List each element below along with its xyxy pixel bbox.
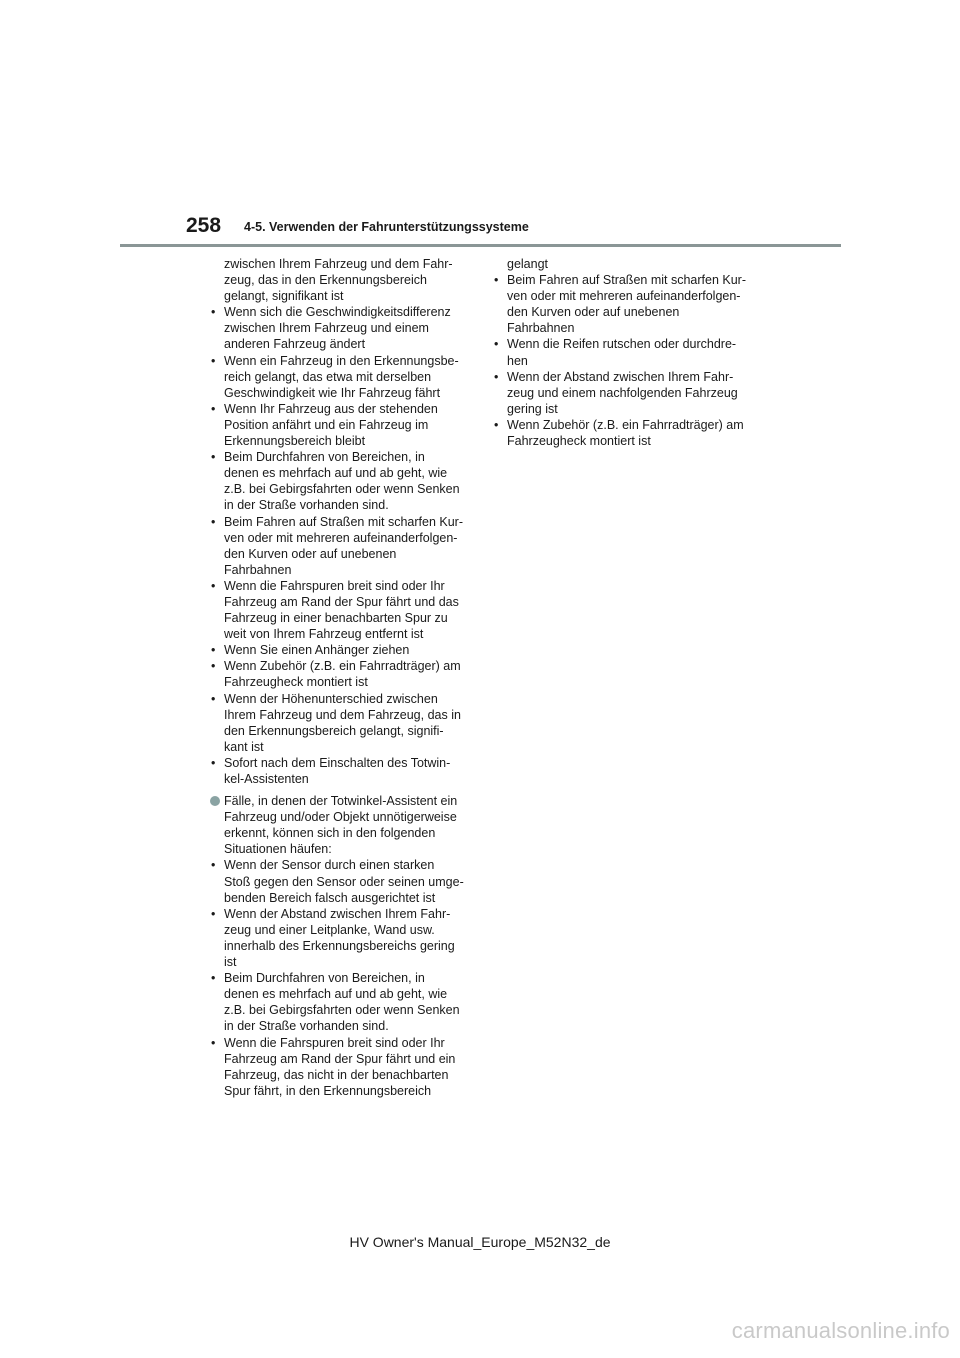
list-item: • Wenn sich die Geschwindigkeitsdifferenz zwischen Ihrem Fahrzeug und einem anderen Fahrzeug ändert [210, 304, 490, 352]
list-item: • Wenn der Sensor durch einen starken Stoß gegen den Sensor oder seinen umge- benden Bereich falsch ausgerichtet ist [210, 857, 490, 905]
circle-bullet-icon [210, 796, 220, 806]
right-column [493, 256, 773, 449]
list-item: • Beim Durchfahren von Bereichen, in denen es mehrfach auf und ab geht, wie z.B. bei Gebirgsfahrten oder wenn Senken in der Straße vorhanden sind. [210, 449, 490, 513]
dot-paragraph [210, 793, 490, 857]
list-item: • Beim Durchfahren von Bereichen, in denen es mehrfach auf und ab geht, wie z.B. bei Gebirgsfahrten oder wenn Senken in der Straße vorhanden sind. [210, 970, 490, 1034]
list-item: • Wenn die Fahrspuren breit sind oder Ihr Fahrzeug am Rand der Spur fährt und ein Fahrzeug, das nicht in der benachbarten Spur fährt, in den Erkennungsbereich [210, 1035, 490, 1099]
list-item: • Wenn Sie einen Anhänger ziehen [210, 642, 490, 658]
list-item: • Wenn Zubehör (z.B. ein Fahrradträger) am Fahrzeugheck montiert ist [493, 417, 773, 449]
list-item: • Wenn Zubehör (z.B. ein Fahrradträger) am Fahrzeugheck montiert ist [210, 658, 490, 690]
bullet-list-2 [210, 857, 490, 1098]
page-number: 258 [186, 214, 222, 237]
list-item: • Wenn Ihr Fahrzeug aus der stehenden Position anfährt und ein Fahrzeug im Erkennungsbereich bleibt [210, 401, 490, 449]
footer-text: HV Owner's Manual_Europe_M52N32_de [349, 1234, 611, 1250]
bullet-list [493, 272, 773, 449]
list-item: • Wenn der Höhenunterschied zwischen Ihrem Fahrzeug und dem Fahrzeug, das in den Erkennungsbereich gelangt, signifi- kant ist [210, 691, 490, 755]
watermark: carmanualsonline.info [731, 1318, 950, 1343]
bullet-list [210, 304, 490, 787]
section-title: 4-5. Verwenden der Fahrunterstützungssysteme [244, 220, 529, 234]
header-rule [120, 244, 841, 247]
continuation-text: gelangt [507, 257, 549, 271]
list-item: • Wenn ein Fahrzeug in den Erkennungsbe- reich gelangt, das etwa mit derselben Geschwindigkeit wie Ihr Fahrzeug fährt [210, 353, 490, 401]
list-item: • Sofort nach dem Einschalten des Totwin- kel-Assistenten [210, 755, 490, 787]
list-item: • Wenn die Reifen rutschen oder durchdre- hen [493, 336, 773, 368]
continuation-text: zwischen Ihrem Fahrzeug und dem Fahr- zeug, das in den Erkennungsbereich gelangt, signifikant ist [224, 257, 453, 304]
list-item: • Wenn die Fahrspuren breit sind oder Ihr Fahrzeug am Rand der Spur fährt und das Fahrzeug in einer benachbarten Spur zu weit von Ihrem Fahrzeug entfernt ist [210, 578, 490, 642]
list-item: • Wenn der Abstand zwischen Ihrem Fahr- zeug und einem nachfolgenden Fahrzeug gering ist [493, 369, 773, 417]
list-item: • Wenn der Abstand zwischen Ihrem Fahr- zeug und einer Leitplanke, Wand usw. innerhalb des Erkennungsbereichs gering ist [210, 906, 490, 970]
list-item: • Beim Fahren auf Straßen mit scharfen Kur- ven oder mit mehreren aufeinanderfolgen- den Kurven oder auf unebenen Fahrbahnen [493, 272, 773, 336]
list-item: • Beim Fahren auf Straßen mit scharfen Kur- ven oder mit mehreren aufeinanderfolgen- den Kurven oder auf unebenen Fahrbahnen [210, 514, 490, 578]
dot-paragraph-text: Fälle, in denen der Totwinkel-Assistent ein Fahrzeug und/oder Objekt unnötigerweise erkennt, können sich in den folgenden Situationen häufen: [224, 794, 458, 857]
left-column [210, 256, 490, 1099]
